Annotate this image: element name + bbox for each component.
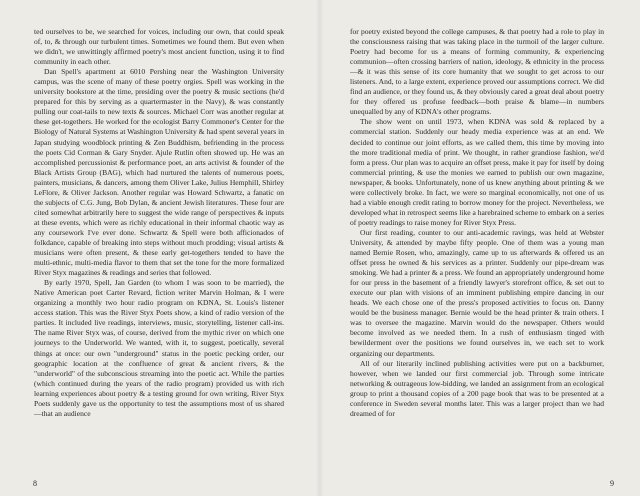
paragraph: The show went on until 1973, when KDNA was sold & replaced by a commercial station. Suddenly our heady media experience was at an end. We decided to continue our joint efforts, as we called them, this time by moving into the more traditional media of print. We thought, in rather grandiose fashion, we'd form a press. Our plan was to acquire an offset press, make it pay for itself by doing commercial printing, & use the monies we earned to publish our own magazine, newspaper, & books. Unfortunately, none of us knew anything about printing & we were collectively broke. In fact, we were so marginal economically, not one of us had a viable enough credit rating to borrow money for the project. Nevertheless, we developed what in retrospect seems like a harebrained scheme to embark on a series of poetry readings to raise money for River Styx Press. [350,117,604,227]
paragraph: for poetry existed beyond the college campuses, & that poetry had a role to play in the consciousness raising that was taking place in the turmoil of the larger culture. Poetry had become for us a means of forming community, & experiencing communion—often crossing barriers of nation, ideology, & ethnicity in the process—& it was this sense of its core humanity that we sought to get across to our listeners. And, to a large extent, experience proved our assumptions correct. We did find an audience, or they found us, & they obviously cared a great deal about poetry for they offered us profuse feedback—both praise & blame—in numbers unequalled by any of KDNA's other programs. [350,27,604,117]
paragraph: ted ourselves to be, we searched for voices, including our own, that could speak of, to, & through our turbulent times. Sometimes we found them. But even when we didn't, we unwittingly affirmed poetry's most ancient function, using it to find community in each other. [34,27,284,67]
paragraph: All of our literarily inclined publishing activities were put on a backburner, however, when we landed our first commercial job. Through some intricate networking & outrageous low-bidding, we landed an assignment from an ecological group to print a thousand copies of a 200 page book that was to be presented at a conference in Sweden several months later. This was a larger project than we had dreamed of for [350,358,604,418]
page-number: 9 [610,479,614,488]
page-number: 8 [33,479,37,488]
left-page-body [34,27,284,474]
right-page-body [350,27,604,474]
paragraph: By early 1970, Spell, Jan Garden (to whom I was soon to be married), the Native American poet Carter Revard, fiction writer Marvin Holman, & I were organizing a monthly two hour radio program on KDNA, St. Louis's listener access station. This was the River Styx Poets show, a kind of radio version of the parties. It included live readings, interviews, music, storytelling, listener call-ins. The name River Styx was, of course, derived from the mythic river on which one journeys to the Underworld. We wanted, with it, to suggest, poetically, several things at once: our own "underground" status in the poetic pecking order, our geographic location at the confluence of great & ancient rivers, & the "underworld" of the subconscious streaming into the poetic act. While the parties (which continued during the years of the radio program) provided us with rich learning experiences about poetry & a testing ground for own writing, River Styx Poets suddenly gave us the opportunity to test the assumptions most of us shared—that an audience [34,278,284,418]
paragraph: Our first reading, counter to our anti-academic ravings, was held at Webster University, & attended by maybe fifty people. One of them was a young man named Bernie Rosen, who, amazingly, came up to us afterwards & offered us an offset press he owned & his services as a printer. Suddenly our pipe-dream was smoking. We had a printer & a press. We found an appropriately underground home for our press in the basement of a friendly lawyer's storefront office, & set out to execute our plan with visions of an imminent publishing empire dancing in our heads. We each chose one of the press's proposed activities to focus on. Danny would be the business manager. Bernie would be the head printer & train others. I was to oversee the magazine. Marvin would do the newspaper. Others would become involved as we needed them. In a rush of enthusiasm tinged with bewilderment over the positions we found ourselves in, we each set to work organizing our departments. [350,227,604,358]
paragraph: Dan Spell's apartment at 6010 Pershing near the Washington University campus, was the scene of many of these poetry orgies. Spell was working in the university bookstore at the time, presiding over the poetry & music sections (he'd prepared for this by serving as a quartermaster in the Navy), & was constantly pulling our coat-tails to new texts & sources. Michael Corr was another regular at these get-togethers. He worked for the ecologist Barry Commoner's Center for the Biology of Natural Systems at Washington University & had spent several years in Japan studying woodblock printing & Zen Buddhism, befriending in the process the poets Cid Corman & Gary Snyder. Ajule Rutlin often showed up. He was an accomplished percussionist & performance poet, an arts activist & founder of the Black Artists Group (BAG), which had nurtured the talents of numerous poets, painters, musicians, & dancers, among them Oliver Lake, Julius Hemphill, Shirley LeFlore, & Oliver Jackson. Another regular was Howard Schwartz, a fanatic on the subjects of C.G. Jung, Bob Dylan, & ancient Jewish literatures. These four are cited somewhat arbitrarily here to suggest the wide range of perspectives & inputs at these events, which were as richly educational in their informal chaotic way as any coursework I've ever done. Schwartz & Spell were both afficionados of folkdance, capable of breaking into steps without much prodding; visual artists & musicians were often present, & these early get-togethers tended to have the multi-ethnic, multi-media flavor to them that set the tone for the more formalized River Styx magazines & readings and series that followed. [34,67,284,278]
right-page [320,0,640,496]
